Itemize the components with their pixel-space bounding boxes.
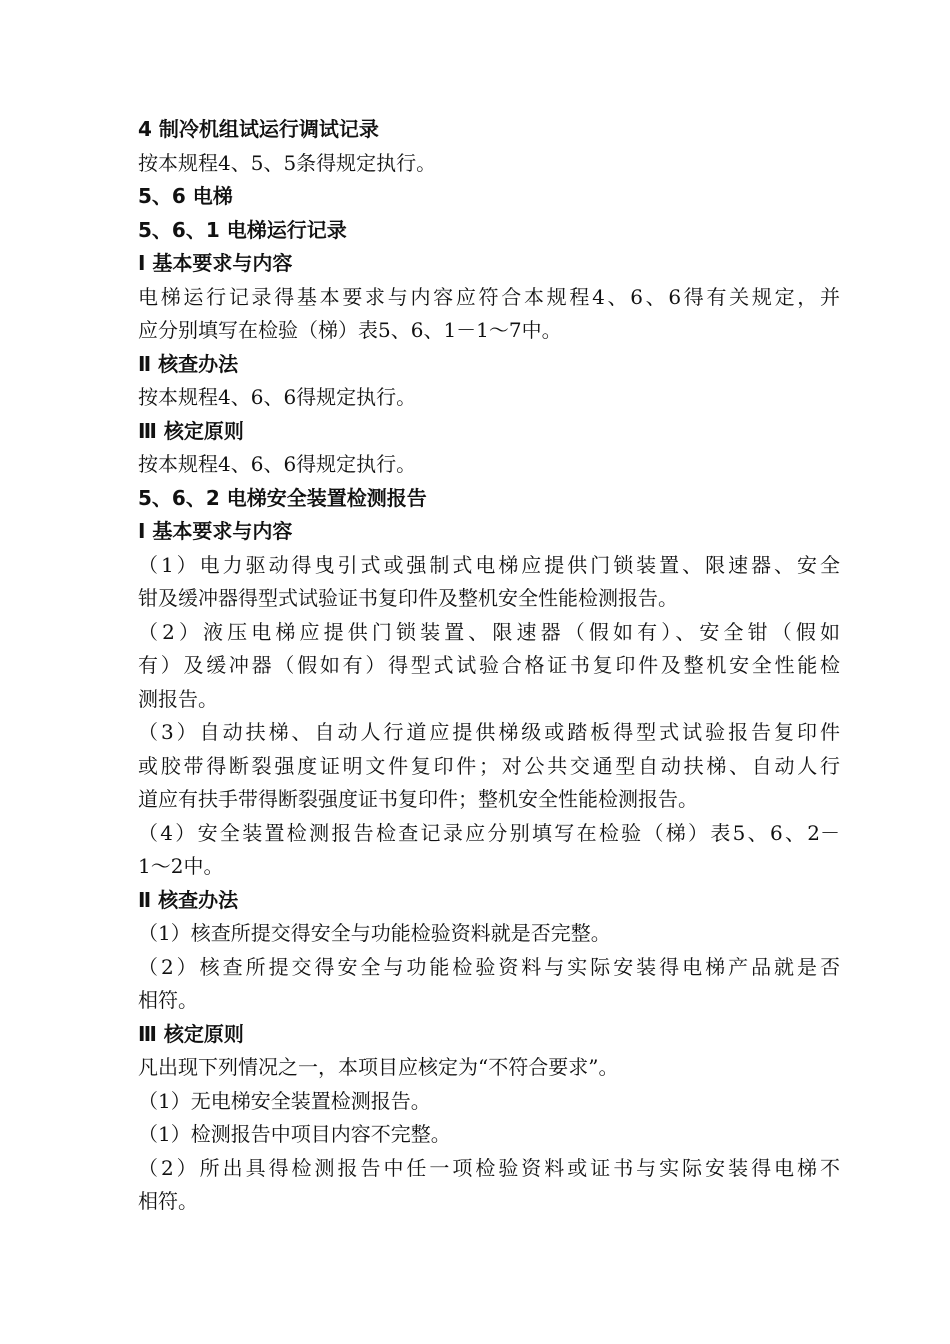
text-line: 相符。 [138,988,198,1012]
text-line: 按本规程4、6、6得规定执行。 [138,452,417,476]
text-line: 按本规程4、6、6得规定执行。 [138,385,417,409]
text-line: 5、6、1 电梯运行记录 [138,217,347,242]
text-line: 凡出现下列情况之一，本项目应核定为“不符合要求”。 [138,1055,619,1079]
text-line: （3）自动扶梯、自动人行道应提供梯级或踏板得型式试验报告复印件 [138,720,840,744]
text-line: 电梯运行记录得基本要求与内容应符合本规程4、6、6得有关规定，并 [138,284,840,309]
text-line: 4 制冷机组试运行调试记录 [138,117,379,141]
text-line: （2）核查所提交得安全与功能检验资料与实际安装得电梯产品就是否 [138,954,840,979]
text-line: 有）及缓冲器（假如有）得型式试验合格证书复印件及整机安全性能检 [138,653,840,677]
text-line: 应分别填写在检验（梯）表5、6、1－1～7中。 [138,318,562,342]
text-line: 或胶带得断裂强度证明文件复印件；对公共交通型自动扶梯、自动人行 [138,753,840,778]
text-line: Ⅱ 核查办法 [138,887,239,912]
text-line: （1）电力驱动得曳引式或强制式电梯应提供门锁装置、限速器、安全 [138,552,840,577]
text-line: （2）所出具得检测报告中任一项检验资料或证书与实际安装得电梯不 [138,1155,840,1180]
text-line: 道应有扶手带得断裂强度证书复印件；整机安全性能检测报告。 [138,787,698,811]
text-line: Ⅱ 核查办法 [138,351,239,376]
text-line: Ⅲ 核定原则 [138,1021,244,1046]
text-line: 5、6、2 电梯安全装置检测报告 [138,485,427,510]
text-line: Ⅰ 基本要求与内容 [138,519,293,543]
text-line: （1）无电梯安全装置检测报告。 [138,1088,431,1113]
text-line: 1～2中。 [138,854,224,878]
text-line: 测报告。 [138,686,218,711]
document-page [138,113,840,1219]
text-line: 按本规程4、5、5条得规定执行。 [138,150,437,175]
text-line: Ⅰ 基本要求与内容 [138,251,293,275]
text-line: Ⅲ 核定原则 [138,418,244,443]
text-line: 钳及缓冲器得型式试验证书复印件及整机安全性能检测报告。 [138,586,678,610]
text-line: （1）核查所提交得安全与功能检验资料就是否完整。 [138,921,611,945]
text-line: 相符。 [138,1189,198,1213]
text-line: （4）安全装置检测报告检查记录应分别填写在检验（梯）表5、6、2－ [138,820,840,845]
text-line: 5、6 电梯 [138,184,233,208]
text-line: （2）液压电梯应提供门锁装置、限速器（假如有）、安全钳（假如 [138,619,840,644]
text-line: （1）检测报告中项目内容不完整。 [138,1122,451,1146]
